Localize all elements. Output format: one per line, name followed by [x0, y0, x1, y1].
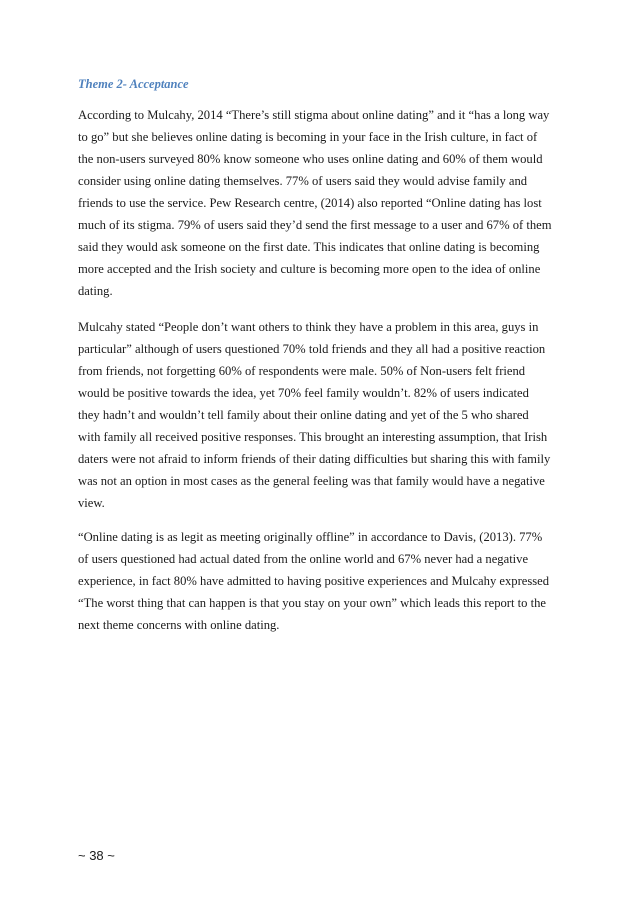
- paragraph-line: next theme concerns with online dating.: [78, 618, 280, 632]
- page-number: ~ 38 ~: [78, 848, 115, 863]
- paragraph-line: “The worst thing that can happen is that you stay on your own” which leads this report to the: [78, 596, 546, 610]
- paragraph-line: experience, in fact 80% have admitted to having positive experiences and Mulcahy expressed: [78, 574, 550, 588]
- paragraph-line: to go” but she believes online dating is becoming in your face in the Irish culture, in fact of: [78, 130, 538, 144]
- paragraph-line: friends to use the service. Pew Research centre, (2014) also reported “Online dating has lost: [78, 196, 542, 210]
- paragraph-line: consider using online dating themselves. 77% of users said they would advise family and: [78, 174, 528, 188]
- paragraph-1: [78, 104, 568, 302]
- paragraph-line: the non-users surveyed 80% know someone who uses online dating and 60% of them would: [78, 152, 543, 166]
- paragraph-line: they hadn’t and wouldn’t tell family about their online dating and yet of the 5 who shared: [78, 408, 529, 422]
- paragraph-line: from friends, not forgetting 60% of respondents were male. 50% of Non-users felt friend: [78, 364, 526, 378]
- paragraph-line: said they would ask someone on the first date. This indicates that online dating is becoming: [78, 240, 540, 254]
- paragraph-line: was not an option in most cases as the general feeling was that family would have a negative: [78, 474, 545, 488]
- paragraph-line: view.: [78, 496, 105, 510]
- paragraph-line: daters were not afraid to inform friends of their dating difficulties but sharing this with family: [78, 452, 551, 466]
- paragraph-line: According to Mulcahy, 2014 “There’s still stigma about online dating” and it “has a long way: [78, 108, 550, 122]
- paragraph-line: Mulcahy stated “People don’t want others to think they have a problem in this area, guys in: [78, 320, 539, 334]
- paragraph-line: dating.: [78, 284, 113, 298]
- paragraph-3: [78, 526, 568, 636]
- paragraph-line: of users questioned had actual dated from the online world and 67% never had a negative: [78, 552, 529, 566]
- paragraph-line: would be positive towards the idea, yet 70% feel family wouldn’t. 82% of users indicated: [78, 386, 529, 400]
- paragraph-line: “Online dating is as legit as meeting originally offline” in accordance to Davis, (2013). 77%: [78, 530, 543, 544]
- section-heading: Theme 2- Acceptance: [78, 77, 189, 91]
- paragraph-line: more accepted and the Irish society and culture is becoming more open to the idea of online: [78, 262, 541, 276]
- paragraph-line: with family all received positive responses. This brought an interesting assumption, that Irish: [78, 430, 548, 444]
- paragraph-line: particular” although of users questioned 70% told friends and they all had a positive reaction: [78, 342, 546, 356]
- paragraph-line: much of its stigma. 79% of users said they’d send the first message to a user and 67% of them: [78, 218, 552, 232]
- paragraph-2: [78, 316, 568, 514]
